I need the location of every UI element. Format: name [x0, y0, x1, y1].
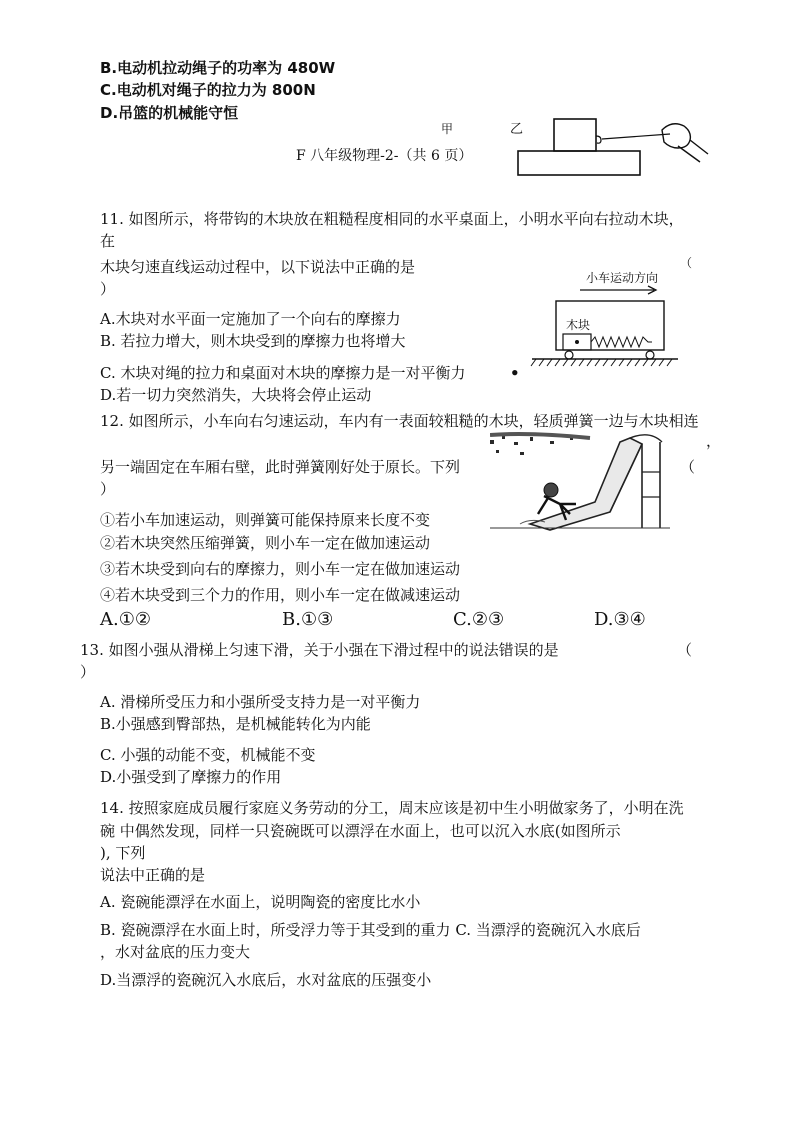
- q14-option-b-cont: ，水对盆底的压力变大: [100, 943, 251, 961]
- q13-option-b: B.小强感到臀部热，是机械能转化为内能: [100, 715, 371, 733]
- q12-choice-c: C.②③: [453, 609, 505, 630]
- q12-choice-a: A.①②: [100, 609, 151, 630]
- q12-paren-open: （: [680, 458, 696, 476]
- q14-line4: 说法中正确的是: [100, 866, 206, 884]
- q13-option-d: D.小强受到了摩擦力的作用: [100, 768, 282, 786]
- prev-option-b: B.电动机拉动绳子的功率为 480W: [100, 59, 336, 77]
- q12-line1: 12. 如图所示，小车向右匀速运动，车内有一表面较粗糙的木块，轻质弹簧一边与木块相连: [100, 412, 699, 430]
- q12-statement-2: ②若木块突然压缩弹簧，则小车一定在做加速运动: [100, 534, 431, 552]
- q14-option-d: D.当漂浮的瓷碗沉入水底后，水对盆底的压强变小: [100, 971, 432, 989]
- q14-line2: 碗 中偶然发现，同样一只瓷碗既可以漂浮在水面上，也可以沉入水底(如图所示: [100, 822, 621, 840]
- q13-paren-close: ）: [80, 663, 96, 681]
- cart-direction-label: 小车运动方向: [586, 271, 659, 285]
- fig-label-yi: 乙: [510, 122, 524, 137]
- q11-dot: •: [510, 364, 520, 382]
- prev-option-c: C.电动机对绳子的拉力为 800N: [100, 81, 316, 99]
- q12-line2: 另一端固定在车厢右壁，此时弹簧刚好处于原长。下列: [100, 458, 461, 476]
- q14-option-a: A. 瓷碗能漂浮在水面上，说明陶瓷的密度比水小: [100, 893, 421, 911]
- prev-option-d: D.吊篮的机械能守恒: [100, 104, 239, 122]
- page-footer-label: F 八年级物理-2-（共 6 页）: [296, 148, 473, 164]
- q12-statement-3: ③若木块受到向右的摩擦力，则小车一定在做加速运动: [100, 560, 461, 578]
- q12-comma: ，: [706, 432, 722, 450]
- q14-line3: ), 下列: [100, 844, 146, 862]
- q11-option-b: B. 若拉力增大，则木块受到的摩擦力也将增大: [100, 332, 406, 350]
- q13-paren-open: （: [677, 641, 693, 659]
- q13-option-a: A. 滑梯所受压力和小强所受支持力是一对平衡力: [100, 693, 421, 711]
- q11-line1b: 在: [100, 232, 116, 250]
- q12-statement-1: ①若小车加速运动，则弹簧可能保持原来长度不变: [100, 511, 431, 529]
- q11-option-a: A.木块对水平面一定施加了一个向右的摩擦力: [100, 310, 401, 328]
- q11-option-c: C. 木块对绳的拉力和桌面对木块的摩擦力是一对平衡力: [100, 364, 466, 382]
- cart-block-label: 木块: [566, 318, 591, 332]
- q11-option-d: D.若一切力突然消失，大块将会停止运动: [100, 386, 372, 404]
- q12-statement-4: ④若木块受到三个力的作用，则小车一定在做减速运动: [100, 586, 461, 604]
- q12-choice-d: D.③④: [594, 609, 646, 630]
- q11-line1: 11. 如图所示，将带钩的木块放在粗糙程度相同的水平桌面上，小明水平向右拉动木块，: [100, 210, 684, 228]
- q13-line1: 13. 如图小强从滑梯上匀速下滑，关于小强在下滑过程中的说法错误的是: [80, 641, 559, 659]
- q12-paren-close: ）: [100, 480, 116, 498]
- q14-option-b: B. 瓷碗漂浮在水面上时，所受浮力等于其受到的重力 C. 当漂浮的瓷碗沉入水底后: [100, 921, 641, 939]
- q11-paren-close: ）: [100, 280, 116, 298]
- q12-choice-b: B.①③: [282, 609, 334, 630]
- block-pull-figure: [510, 112, 715, 182]
- fig-label-jia: 甲: [441, 122, 454, 136]
- q14-line1: 14. 按照家庭成员履行家庭义务劳动的分工，周末应该是初中生小明做家务了，小明在洗: [100, 799, 684, 817]
- slide-figure: [490, 432, 670, 532]
- q11-paren-open: （: [680, 256, 693, 270]
- q13-option-c: C. 小强的动能不变，机械能不变: [100, 746, 316, 764]
- q11-line2: 木块匀速直线运动过程中，以下说法中正确的是: [100, 258, 416, 276]
